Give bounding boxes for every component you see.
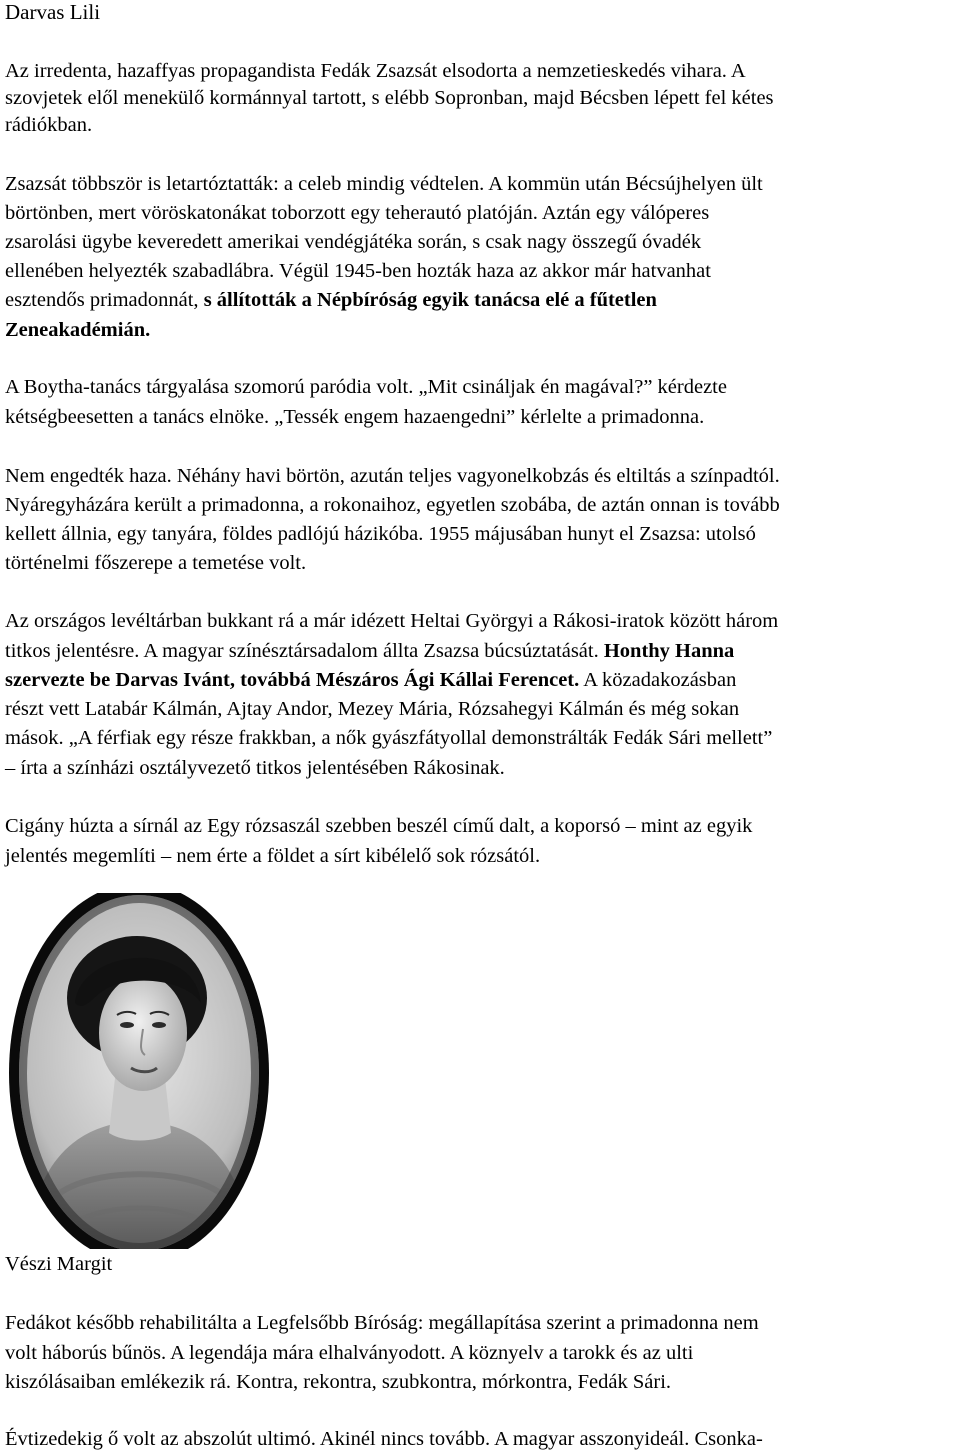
paragraph-5-line-6: – írta a színházi osztályvezető titkos jelentésében Rákosinak.	[5, 757, 505, 779]
paragraph-7-line-1: Fedákot később rehabilitálta a Legfelsőbb Bíróság: megállapítása szerint a primadonna nem	[5, 1312, 759, 1334]
paragraph-1-line-3: rádiókban.	[5, 114, 93, 136]
paragraph-5-line-1: Az országos levéltárban bukkant rá a már idézett Heltai Györgyi a Rákosi-iratok között három	[5, 610, 779, 632]
paragraph-1-line-2: szovjetek elől menekülő kormánnyal tartott, s elébb Sopronban, majd Bécsben lépett fel kétes	[5, 87, 774, 109]
paragraph-2-line-4: ellenében helyezték szabadlábra. Végül 1945-ben hozták haza az akkor már hatvanhat	[5, 260, 711, 282]
paragraph-7-line-2: volt háborús bűnös. A legendája mára elhalványodott. A köznyelv a tarokk és az ulti	[5, 1342, 694, 1364]
paragraph-5-line-3-plain: A közadakozásban	[579, 669, 737, 691]
paragraph-2-line-6	[5, 316, 150, 345]
paragraph-8-line-1: Évtizedekig ő volt az abszolút ultimó. Akinél nincs tovább. A magyar asszonyideál. Csonka-	[5, 1428, 763, 1450]
paragraph-4-line-2: Nyáregyházára került a primadonna, a rokonaihoz, egyetlen szobába, de aztán onnan is tovább	[5, 494, 780, 516]
paragraph-5-line-2-plain: titkos jelentésre. A magyar színésztársadalom állta Zsazsa búcsúztatását.	[5, 640, 604, 662]
paragraph-5-line-3-bold: szervezte be Darvas Ivánt, továbbá Mészáros Ági Kállai Ferencet.	[5, 669, 580, 691]
paragraph-2-line-3: zsarolási ügybe keveredett amerikai vendégjátéka során, s csak nagy összegű óvadék	[5, 231, 702, 253]
paragraph-5-line-5: mások. „A férfiak egy része frakkban, a nők gyászfátyollal demonstrálták Fedák Sári mellett”	[5, 727, 773, 749]
paragraph-5-line-2	[5, 637, 734, 666]
paragraph-4-line-4: történelmi főszerepe a temetése volt.	[5, 552, 307, 574]
paragraph-2-line-5-bold: s állították a Népbíróság egyik tanácsa elé a fűtetlen	[203, 289, 657, 311]
paragraph-6-line-1: Cigány húzta a sírnál az Egy rózsaszál szebben beszél című dalt, a koporsó – mint az egyik	[5, 815, 753, 837]
portrait-photo-icon	[5, 893, 273, 1249]
paragraph-5-line-3	[5, 666, 736, 695]
paragraph-4-line-3: kellett állnia, egy tanyára, földes padlójú házikóba. 1955 májusában hunyt el Zsazsa: utolsó	[5, 523, 756, 545]
paragraph-1-line-1: Az irredenta, hazaffyas propagandista Fedák Zsazsát elsodorta a nemzetieskedés vihara. A	[5, 60, 746, 82]
paragraph-3-line-1: A Boytha-tanács tárgyalása szomorú paródia volt. „Mit csináljak én magával?” kérdezte	[5, 376, 727, 398]
paragraph-2-line-1: Zsazsát többször is letartóztatták: a celeb mindig védtelen. A kommün után Bécsújhelyen ült	[5, 173, 763, 195]
paragraph-7-line-3: kiszólásaiban emlékezik rá. Kontra, rekontra, szubkontra, mórkontra, Fedák Sári.	[5, 1371, 672, 1393]
paragraph-2-line-6-bold: Zeneakadémián.	[5, 319, 151, 341]
image-caption: Vészi Margit	[5, 1253, 113, 1275]
paragraph-2-line-5-plain: esztendős primadonnát,	[5, 289, 204, 311]
paragraph-2-line-5	[5, 286, 657, 315]
paragraph-4-line-1: Nem engedték haza. Néhány havi börtön, azután teljes vagyonelkobzás és eltiltás a színpadtól.	[5, 465, 780, 487]
paragraph-2-line-2: börtönben, mert vöröskatonákat toborzott egy teherautó platóján. Aztán egy válóperes	[5, 202, 710, 224]
paragraph-6-line-2: jelentés megemlíti – nem érte a földet a sírt kibélelő sok rózsától.	[5, 845, 541, 867]
paragraph-5-line-2-bold: Honthy Hanna	[603, 640, 735, 662]
paragraph-5-line-4: részt vett Latabár Kálmán, Ajtay Andor, Mezey Mária, Rózsahegyi Kálmán és még sokan	[5, 698, 740, 720]
document-heading: Darvas Lili	[5, 0, 101, 24]
paragraph-3-line-2: kétségbeesetten a tanács elnöke. „Tessék engem hazaengedni” kérlelte a primadonna.	[5, 406, 705, 428]
